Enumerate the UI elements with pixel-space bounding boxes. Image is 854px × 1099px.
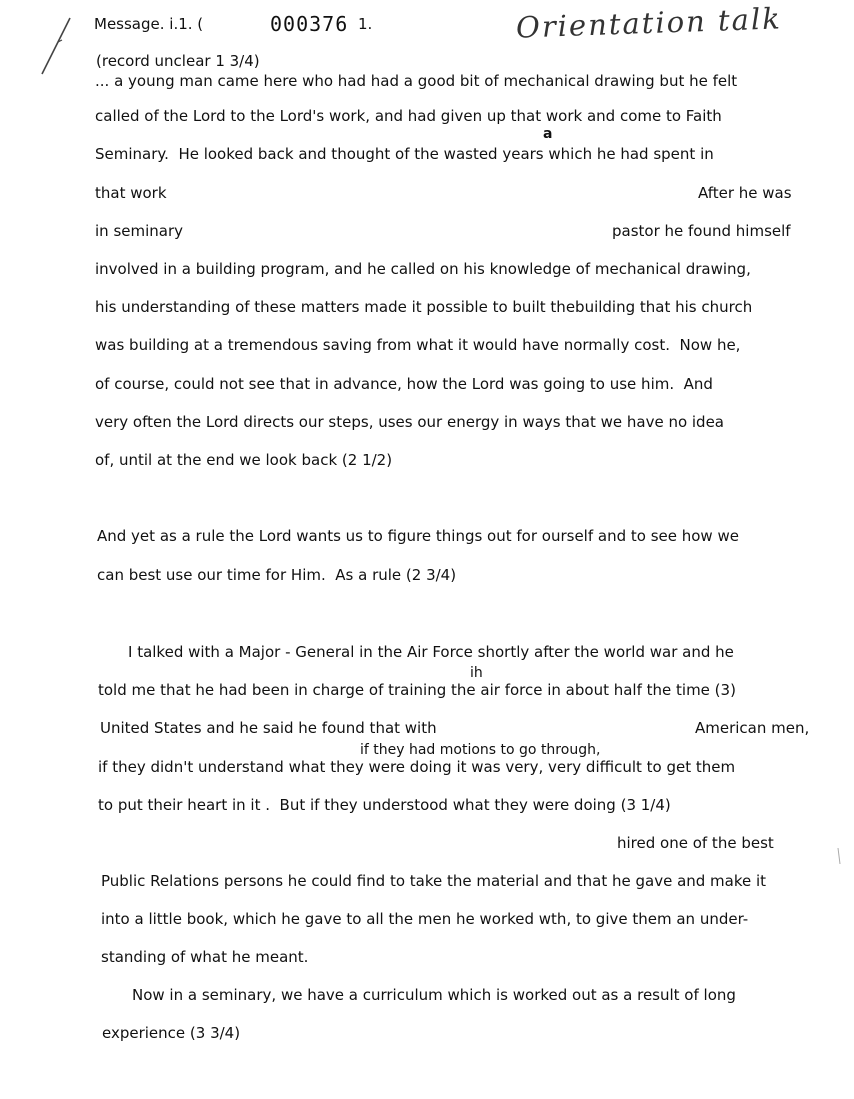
message-label: Message. i.1. ( xyxy=(94,15,204,33)
text-line: American men, xyxy=(695,719,810,737)
text-line: in seminary xyxy=(95,222,184,240)
stamp-number: 000376 xyxy=(270,12,349,36)
text-line: told me that he had been in charge of training the air force in about half the time (3) xyxy=(98,681,736,699)
text-line: Public Relations persons he could find to take the material and that he gave and make it xyxy=(101,872,767,890)
text-line: Seminary. He looked back and thought of the wasted years which he had spent in xyxy=(95,145,714,163)
text-line: of course, could not see that in advance, how the Lord was going to use him. And xyxy=(95,375,713,393)
record-note: (record unclear 1 3/4) xyxy=(96,52,260,70)
text-line: his understanding of these matters made it possible to built thebuilding that his church xyxy=(95,298,753,316)
handwritten-title: Orientation talk xyxy=(515,1,783,45)
insertion-ih: ih xyxy=(470,665,483,681)
text-line: Now in a seminary, we have a curriculum which is worked out as a result of long xyxy=(132,986,736,1004)
text-line: of, until at the end we look back (2 1/2) xyxy=(95,451,393,469)
text-line: experience (3 3/4) xyxy=(102,1024,241,1042)
text-line: hired one of the best xyxy=(617,834,774,852)
text-line: was building at a tremendous saving from what it would have normally cost. Now he, xyxy=(95,336,741,354)
text-line: if they didn't understand what they were doing it was very, very difficult to get them xyxy=(98,758,736,776)
text-line: I talked with a Major - General in the Air Force shortly after the world war and he xyxy=(128,643,734,661)
insertion-a: a xyxy=(543,126,553,142)
page-suffix: 1. xyxy=(358,15,373,33)
text-line: And yet as a rule the Lord wants us to figure things out for ourself and to see how we xyxy=(97,527,739,545)
margin-pencil-mark xyxy=(836,846,848,866)
text-line: pastor he found himself xyxy=(612,222,791,240)
text-line: that work xyxy=(95,184,167,202)
text-line: into a little book, which he gave to all the men he worked wth, to give them an under- xyxy=(101,910,749,928)
text-line: After he was xyxy=(698,184,792,202)
text-line: to put their heart in it . But if they understood what they were doing (3 1/4) xyxy=(98,796,671,814)
text-line: involved in a building program, and he called on his knowledge of mechanical drawing, xyxy=(95,260,751,278)
text-line: called of the Lord to the Lord's work, and had given up that work and come to Faith xyxy=(95,107,722,125)
text-line: can best use our time for Him. As a rule (2 3/4) xyxy=(97,566,457,584)
margin-pen-mark xyxy=(22,14,82,84)
text-line: United States and he said he found that with xyxy=(100,719,437,737)
text-line: very often the Lord directs our steps, uses our energy in ways that we have no idea xyxy=(95,413,725,431)
text-line: ... a young man came here who had had a good bit of mechanical drawing but he felt xyxy=(95,72,738,90)
text-line: standing of what he meant. xyxy=(101,948,309,966)
insertion-motions: if they had motions to go through, xyxy=(360,742,601,758)
